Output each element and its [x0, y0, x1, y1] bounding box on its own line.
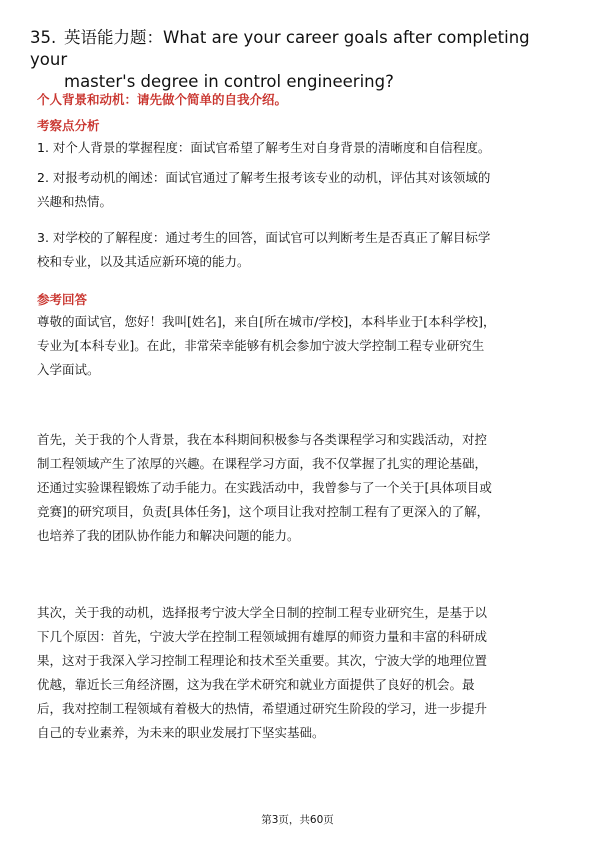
analysis-item-3	[37, 226, 559, 274]
answer-p2-line-3: 还通过实验课程锻炼了动手能力。在实践活动中，我曾参与了一个关于[具体项目或	[37, 480, 492, 495]
question-line-1: 英语能力题：What are your career goals after completing your	[30, 28, 530, 69]
answer-p2-line-2: 制工程领域产生了浓厚的兴趣。在课程学习方面，我不仅掌握了扎实的理论基础，	[37, 456, 488, 471]
answer-p2-line-1: 首先，关于我的个人背景，我在本科期间积极参与各类课程学习和实践活动，对控	[37, 432, 488, 447]
analysis-item-3-line-2: 校和专业，以及其适应新环境的能力。	[37, 254, 250, 269]
answer-p1-line-2: 专业为[本科专业]。在此，非常荣幸能够有机会参加宁波大学控制工程专业研究生	[37, 338, 485, 353]
intro-prompt: 个人背景和动机：请先做个简单的自我介绍。	[37, 92, 288, 107]
answer-heading: 参考回答	[37, 292, 88, 307]
analysis-item-2	[37, 166, 559, 214]
answer-paragraph-3	[37, 601, 559, 745]
analysis-item-1	[37, 136, 559, 160]
answer-p3-line-6: 自己的专业素养，为未来的职业发展打下坚实基础。	[37, 725, 325, 740]
analysis-heading: 考察点分析	[37, 118, 100, 133]
question-title	[30, 27, 560, 93]
analysis-item-2-line-1: 2. 对报考动机的阐述：面试官通过了解考生报考该专业的动机，评估其对该领域的	[37, 170, 491, 185]
question-line-2: master's degree in control engineering?	[64, 72, 394, 91]
analysis-item-1-line-1: 1. 对个人背景的掌握程度：面试官希望了解考生对自身背景的清晰度和自信程度。	[37, 140, 491, 155]
answer-p3-line-2: 下几个原因：首先，宁波大学在控制工程领域拥有雄厚的师资力量和丰富的科研成	[37, 629, 488, 644]
answer-p3-line-4: 优越，靠近长三角经济圈，这为我在学术研究和就业方面提供了良好的机会。最	[37, 677, 475, 692]
answer-p3-line-3: 果，这对于我深入学习控制工程理论和技术至关重要。其次，宁波大学的地理位置	[37, 653, 488, 668]
answer-paragraph-1	[37, 310, 559, 382]
answer-p1-line-1: 尊敬的面试官，您好！我叫[姓名]，来自[所在城市/学校]，本科毕业于[本科学校]，	[37, 314, 496, 329]
analysis-item-2-line-2: 兴趣和热情。	[37, 194, 113, 209]
answer-p1-line-3: 入学面试。	[37, 362, 100, 377]
analysis-item-3-line-1: 3. 对学校的了解程度：通过考生的回答，面试官可以判断考生是否真正了解目标学	[37, 230, 491, 245]
question-number: 35.	[30, 28, 57, 47]
answer-p2-line-5: 也培养了我的团队协作能力和解决问题的能力。	[37, 528, 300, 543]
answer-p2-line-4: 竞赛]的研究项目，负责[具体任务]，这个项目让我对控制工程有了更深入的了解，	[37, 504, 490, 519]
answer-p3-line-5: 后，我对控制工程领域有着极大的热情，希望通过研究生阶段的学习，进一步提升	[37, 701, 488, 716]
answer-p3-line-1: 其次，关于我的动机，选择报考宁波大学全日制的控制工程专业研究生，是基于以	[37, 605, 488, 620]
page-number-footer: 第3页，共60页	[261, 814, 334, 826]
answer-paragraph-2	[37, 428, 559, 548]
